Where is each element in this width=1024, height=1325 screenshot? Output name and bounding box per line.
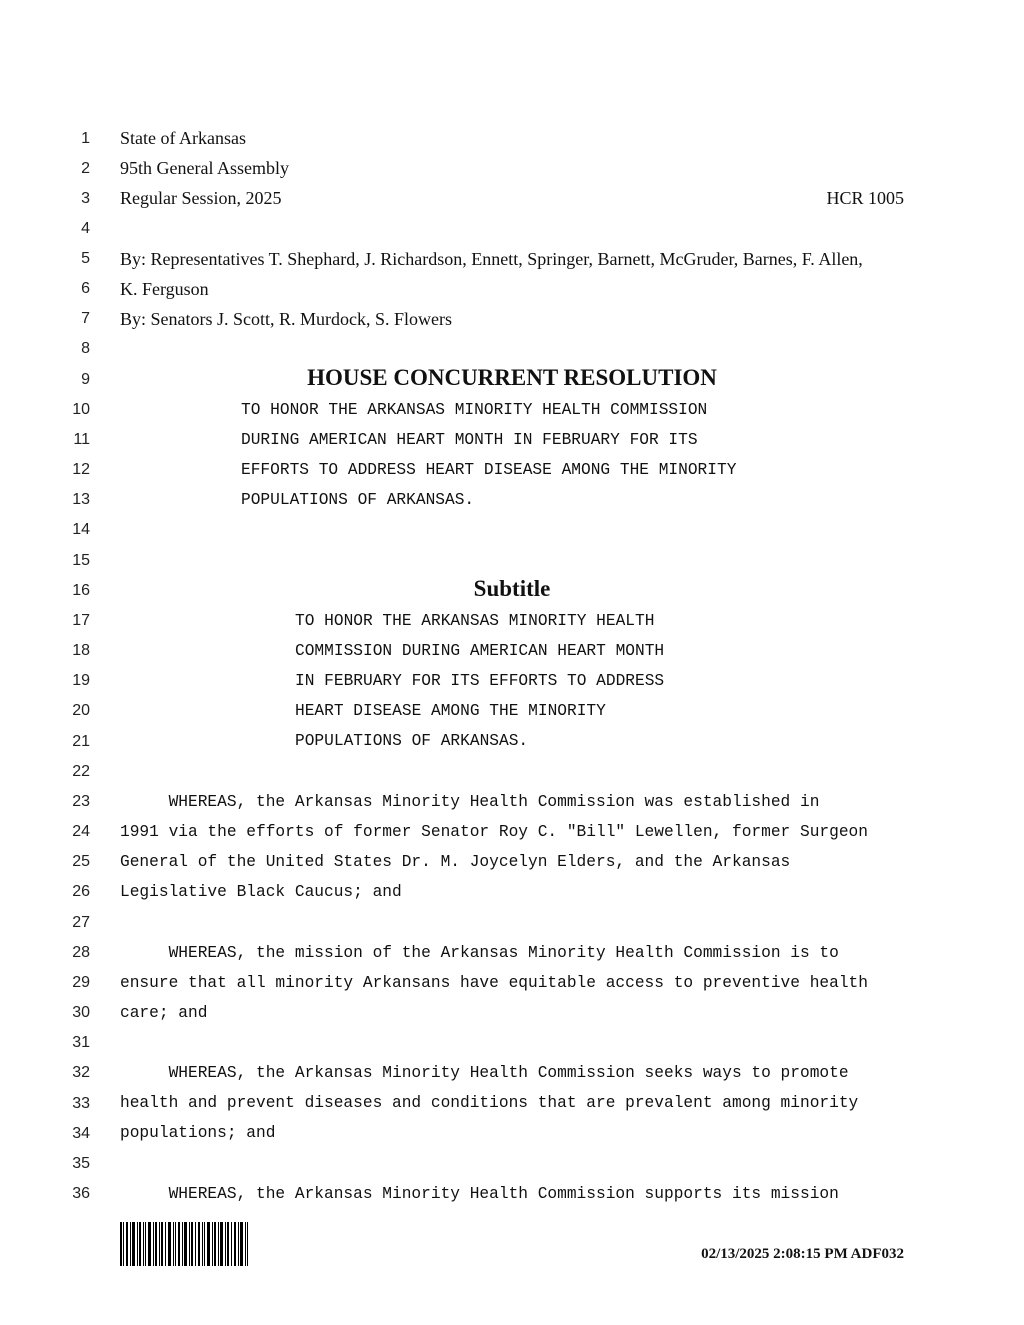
line-number: 11 bbox=[73, 431, 90, 448]
line-number: 12 bbox=[72, 461, 90, 478]
subtitle-line: TO HONOR THE ARKANSAS MINORITY HEALTH bbox=[295, 612, 655, 630]
line-number: 34 bbox=[72, 1125, 90, 1142]
line-number: 21 bbox=[72, 733, 90, 750]
bill-number: HCR 1005 bbox=[826, 188, 904, 208]
body-line: 1991 via the efforts of former Senator Roy C. "Bill" Lewellen, former Surgeon bbox=[120, 823, 868, 841]
body-line: Legislative Black Caucus; and bbox=[120, 883, 402, 901]
line-number: 24 bbox=[72, 823, 90, 840]
body-line: WHEREAS, the Arkansas Minority Health Commission was established in bbox=[120, 793, 820, 811]
body-line: ensure that all minority Arkansans have equitable access to preventive health bbox=[120, 974, 868, 992]
line-number: 30 bbox=[72, 1004, 90, 1021]
title-line: TO HONOR THE ARKANSAS MINORITY HEALTH COMMISSION bbox=[241, 401, 708, 419]
line-number: 35 bbox=[72, 1155, 90, 1172]
subtitle-heading: Subtitle bbox=[473, 576, 551, 601]
session-label: Regular Session, 2025 bbox=[120, 188, 282, 208]
body-line: WHEREAS, the Arkansas Minority Health Commission supports its mission bbox=[120, 1185, 839, 1203]
line-number: 27 bbox=[72, 914, 90, 931]
state-name: State of Arkansas bbox=[120, 128, 246, 148]
line-number: 6 bbox=[81, 280, 90, 297]
line-number: 33 bbox=[72, 1095, 90, 1112]
line-number: 9 bbox=[81, 371, 90, 388]
line-number: 13 bbox=[72, 491, 90, 508]
line-number: 8 bbox=[81, 340, 90, 357]
body-line: General of the United States Dr. M. Joycelyn Elders, and the Arkansas bbox=[120, 853, 791, 871]
subtitle-line: IN FEBRUARY FOR ITS EFFORTS TO ADDRESS bbox=[295, 672, 665, 690]
sponsors-representatives-cont: K. Ferguson bbox=[120, 279, 209, 299]
line-number: 7 bbox=[81, 310, 90, 327]
line-number: 18 bbox=[72, 642, 90, 659]
timestamp-stamp: 02/13/2025 2:08:15 PM ADF032 bbox=[701, 1246, 904, 1262]
line-number: 1 bbox=[81, 130, 90, 147]
sponsors-senators: By: Senators J. Scott, R. Murdock, S. Flowers bbox=[120, 309, 453, 329]
line-number: 10 bbox=[72, 401, 90, 418]
body-line: populations; and bbox=[120, 1124, 276, 1142]
barcode-icon bbox=[120, 1222, 248, 1266]
line-number: 3 bbox=[81, 190, 90, 207]
title-line: DURING AMERICAN HEART MONTH IN FEBRUARY FOR ITS bbox=[241, 431, 698, 449]
body-line: WHEREAS, the mission of the Arkansas Minority Health Commission is to bbox=[120, 944, 839, 962]
line-number: 15 bbox=[72, 552, 90, 569]
line-number: 5 bbox=[81, 250, 90, 267]
line-number: 16 bbox=[72, 582, 90, 599]
title-line: POPULATIONS OF ARKANSAS. bbox=[241, 491, 475, 509]
line-number: 22 bbox=[72, 763, 90, 780]
line-number: 17 bbox=[72, 612, 90, 629]
line-number: 31 bbox=[72, 1034, 90, 1051]
line-number: 29 bbox=[72, 974, 90, 991]
line-number: 26 bbox=[72, 883, 90, 900]
title-line: EFFORTS TO ADDRESS HEART DISEASE AMONG THE MINORITY bbox=[241, 461, 737, 479]
subtitle-line: POPULATIONS OF ARKANSAS. bbox=[295, 732, 529, 750]
line-number: 4 bbox=[81, 220, 90, 237]
subtitle-line: HEART DISEASE AMONG THE MINORITY bbox=[295, 702, 606, 720]
line-number: 28 bbox=[72, 944, 90, 961]
line-number: 23 bbox=[72, 793, 90, 810]
line-number: 25 bbox=[72, 853, 90, 870]
resolution-heading: HOUSE CONCURRENT RESOLUTION bbox=[307, 365, 717, 390]
line-number: 14 bbox=[72, 521, 90, 538]
line-number: 32 bbox=[72, 1064, 90, 1081]
body-line: health and prevent diseases and conditions that are prevalent among minority bbox=[120, 1094, 859, 1112]
line-number: 19 bbox=[72, 672, 90, 689]
line-number: 20 bbox=[72, 702, 90, 719]
line-number: 2 bbox=[81, 160, 90, 177]
body-line: WHEREAS, the Arkansas Minority Health Commission seeks ways to promote bbox=[120, 1064, 849, 1082]
general-assembly: 95th General Assembly bbox=[120, 158, 289, 178]
sponsors-representatives: By: Representatives T. Shephard, J. Richardson, Ennett, Springer, Barnett, McGruder, Barnes, F. Allen, bbox=[120, 249, 863, 269]
subtitle-line: COMMISSION DURING AMERICAN HEART MONTH bbox=[295, 642, 665, 660]
line-number: 36 bbox=[72, 1185, 90, 1202]
body-line: care; and bbox=[120, 1004, 208, 1022]
